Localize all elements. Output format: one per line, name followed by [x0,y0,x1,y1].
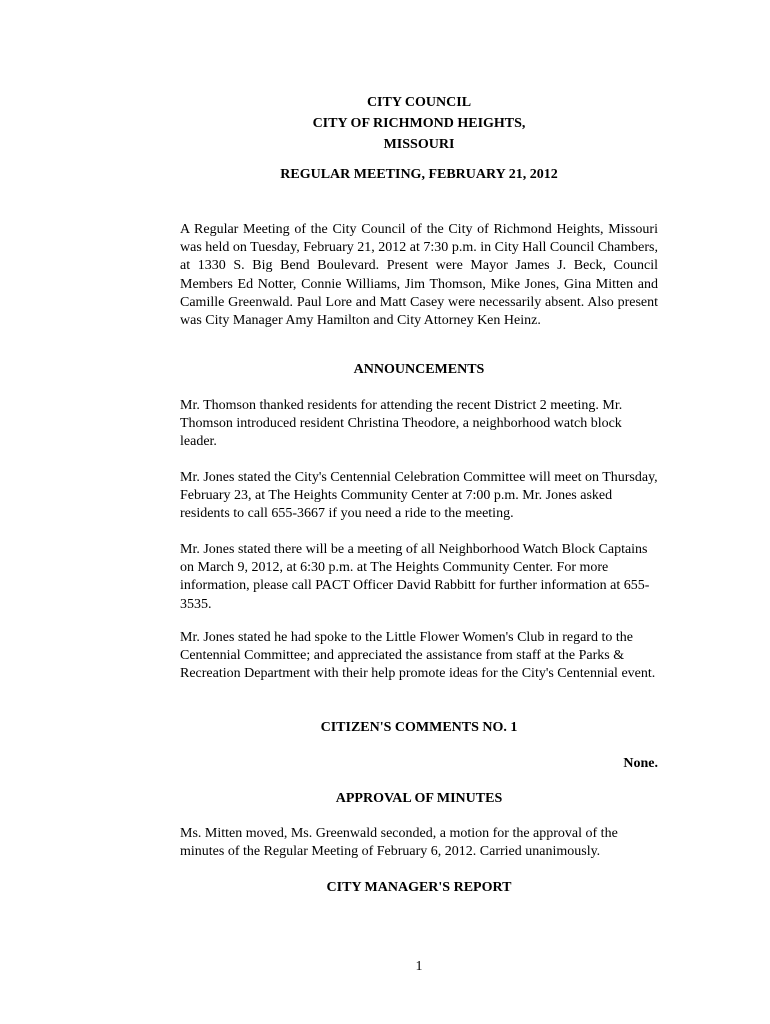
announcement-paragraph: Mr. Jones stated he had spoke to the Little Flower Women's Club in regard to the Centennial Committee; and appreciated the assistance from staff at the Parks & Recreation Department with their help promote ideas for the City's Centennial event. [180,630,656,682]
announcements-heading: ANNOUNCEMENTS [353,362,485,377]
title-line-state: MISSOURI [383,137,455,152]
title-line-city-name: CITY OF RICHMOND HEIGHTS, [312,116,526,131]
city-managers-report-heading: CITY MANAGER'S REPORT [326,880,512,895]
page-number: 1 [415,959,423,974]
document-title-block [180,92,658,155]
citizens-comments-heading: CITIZEN'S COMMENTS NO. 1 [320,720,518,735]
announcement-paragraph: Mr. Jones stated the City's Centennial Celebration Committee will meet on Thursday, February 23, at The Heights Community Center at 7:00 p.m. Mr. Jones asked residents to call 655-3667 if you need a ride to the meeting. [180,470,658,522]
approval-of-minutes-paragraph: Ms. Mitten moved, Ms. Greenwald seconded, a motion for the approval of the minutes of the Regular Meeting of February 6, 2012. Carried unanimously. [180,826,618,860]
meeting-title: REGULAR MEETING, FEBRUARY 21, 2012 [280,167,558,182]
announcement-paragraph: Mr. Thomson thanked residents for attending the recent District 2 meeting. Mr. Thomson introduced resident Christina Theodore, a neighborhood watch block leader. [180,398,623,450]
intro-paragraph: A Regular Meeting of the City Council of the City of Richmond Heights, Missouri was held on Tuesday, February 21, 2012 at 7:30 p.m. in City Hall Council Chambers, at 1330 S. Big Bend Boulevard. Present were Mayor James J. Beck, Council Members Ed Notter, Connie Williams, Jim Thomson, Mike Jones, Gina Mitten and Camille Greenwald. Paul Lore and Matt Casey were necessarily absent. Also present was City Manager Amy Hamilton and City Attorney Ken Heinz. [180,222,658,329]
citizens-comments-text: None. [623,756,658,771]
title-line-city-council: CITY COUNCIL [366,95,472,110]
approval-of-minutes-heading: APPROVAL OF MINUTES [335,791,503,806]
announcement-paragraph: Mr. Jones stated there will be a meeting of all Neighborhood Watch Block Captains on March 9, 2012, at 6:30 p.m. at The Heights Community Center. For more information, please call PACT Officer David Rabbitt for further information at 655-3535. [180,542,650,612]
